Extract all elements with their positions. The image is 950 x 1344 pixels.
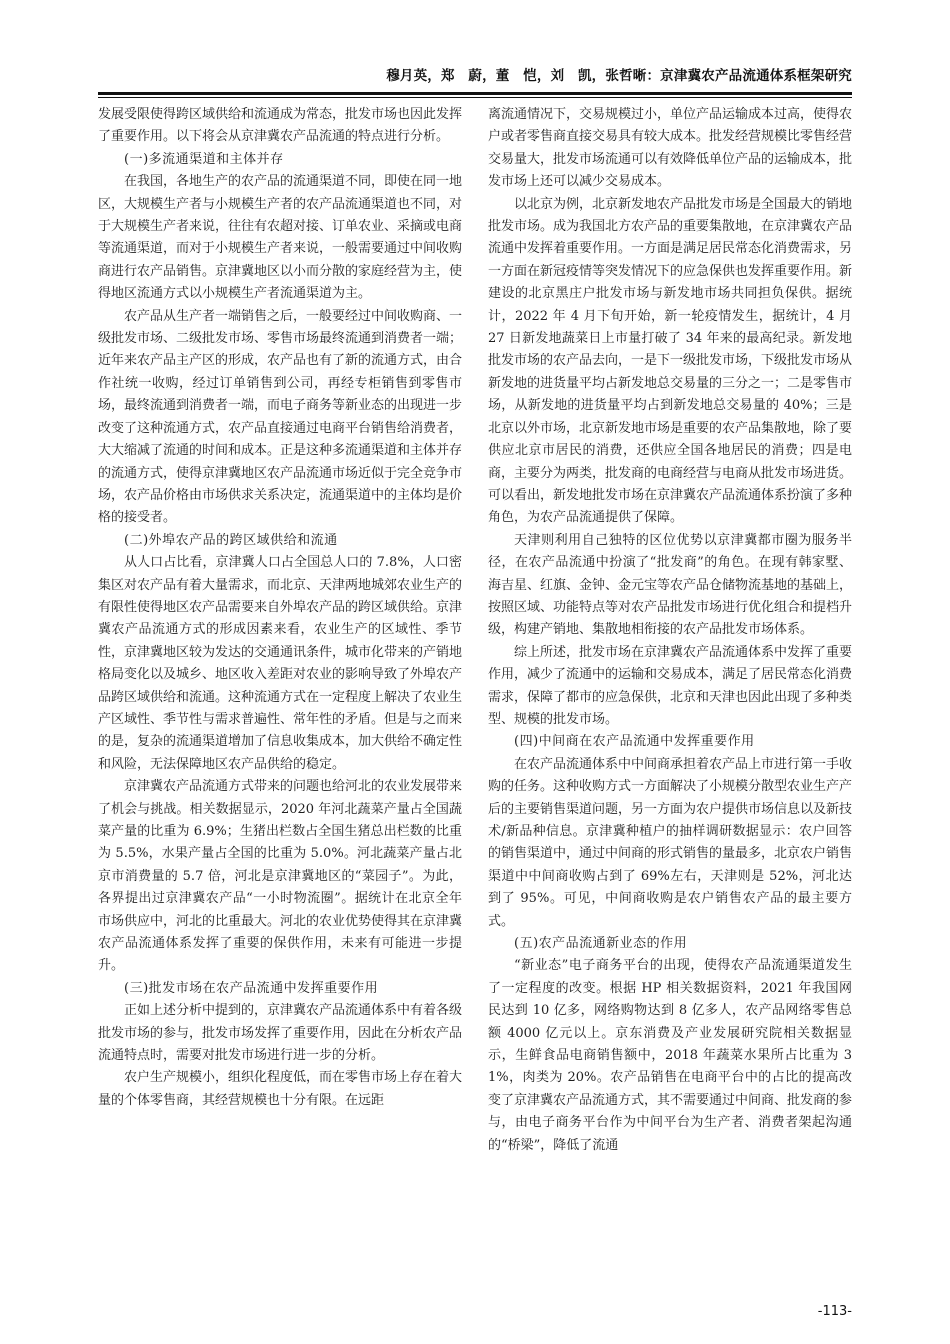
paragraph: 农产品从生产者一端销售之后，一般要经过中间收购商、一级批发市场、二级批发市场、零售市场最终流通到消费者一端；近年来农产品主产区的形成，农产品也有了新的流通方式，由合作社统一收购，经过订单销售到公司，再经专柜销售到零售市场，最终流通到消费者一端，而电子商务等新业态的出现进一步改变了这种流通方式，农产品直接通过电商平台销售给消费者，大大缩减了流通的时间和成本。正是这种多流通渠道和主体并存的流通方式，使得京津冀地区农产品流通市场近似于完全竞争市场，农产品价格由市场供求关系决定，流通渠道中的主体均是价格的接受者。 (98, 308, 463, 526)
section-heading: (二)外埠农产品的跨区域供给和流通 (124, 532, 338, 548)
section-heading: (四)中间商在农产品流通中发挥重要作用 (514, 734, 755, 750)
paragraph: 以北京为例，北京新发地农产品批发市场是全国最大的销地批发市场。成为我国北方农产品的重要集散地，在京津冀农产品流通中发挥着重要作用。一方面是满足居民常态化消费需求，另一方面在新冠疫情等突发情况下的应急保供也发挥重要作用。新建设的北京黑庄户批发市场与新发地市场共同担负保供。据统计，2022 年 4 月下旬开始，新一轮疫情发生，据统计，4 月 27 日新发地蔬菜日上市量打破了 34 年来的最高纪录。新发地批发市场的农产品去向，一是下一级批发市场，下级批发市场从新发地的进货量平均占新发地总交易量的三分之一；二是零售市场，从新发地的进货量平均占到新发地总交易量的 40%；三是北京以外市场，北京新发地市场是重要的农产品集散地，除了要供应北京市居民的消费，还供应全国各地居民的消费；四是电商，主要分为两类，批发商的电商经营与电商从批发市场进货。可以看出，新发地批发市场在京津冀农产品流通体系扮演了多种角色，为农产品流通提供了保障。 (488, 196, 853, 526)
paragraph: 天津则利用自己独特的区位优势以京津冀都市圈为服务半径，在农产品流通中扮演了“批发商”的角色。在现有韩家墅、海吉星、红旗、金钟、金元宝等农产品仓储物流基地的基础上，按照区域、功能特点等对农产品批发市场进行优化组合和提档升级，构建产销地、集散地相衔接的农产品批发市场体系。 (488, 532, 853, 638)
section-heading: (三)批发市场在农产品流通中发挥重要作用 (124, 980, 379, 996)
paragraph: 在我国，各地生产的农产品的流通渠道不同，即使在同一地区，大规模生产者与小规模生产者的农产品流通渠道也不同，对于大规模生产者来说，往往有农超对接、订单农业、采摘或电商等流通渠道，而对于小规模生产者来说，一般需要通过中间收购商进行农产品销售。京津冀地区以小而分散的家庭经营为主，使得地区流通方式以小规模生产者流通渠道为主。 (98, 174, 463, 302)
paragraph: 发展受限使得跨区域供给和流通成为常态，批发市场也因此发挥了重要作用。以下将会从京津冀农产品流通的特点进行分析。 (98, 107, 463, 145)
header-rule-thin (98, 97, 852, 98)
running-header: 穆月英，郑 蔚，董 恺，刘 凯，张哲晰：京津冀农产品流通体系框架研究 (386, 68, 852, 84)
paragraph: 综上所述，批发市场在京津冀农产品流通体系中发挥了重要作用，减少了流通中的运输和交易成本，满足了居民常态化消费需求，保障了都市的应急保供，北京和天津也因此出现了多种类型、规模的批发市场。 (488, 644, 853, 727)
left-column (98, 104, 462, 1112)
header-rule-thick (98, 92, 852, 95)
right-column (488, 104, 852, 1157)
paragraph: “新业态”电子商务平台的出现，使得农产品流通渠道发生了一定程度的改变。根据 HP 相关数据资料，2021 年我国网民达到 10 亿多，网络购物达到 8 亿多人，农产品网络零售总额 4000 亿元以上。京东消费及产业发展研究院相关数据显示，生鲜食品电商销售额中，2018 年蔬菜水果所占比重为 31%，肉类为 20%。农产品销售在电商平台中的占比的提高改变了京津冀农产品流通方式，其不需要通过中间商、批发商的参与，由电子商务平台作为中间平台为生产者、消费者架起沟通的“桥梁”，降低了流通 (488, 958, 853, 1153)
paragraph: 离流通情况下，交易规模过小，单位产品运输成本过高，使得农户或者零售商直接交易具有较大成本。批发经营规模比零售经营交易量大，批发市场流通可以有效降低单位产品的运输成本，批发市场上还可以减少交易成本。 (488, 107, 853, 190)
section-heading: (五)农产品流通新业态的作用 (514, 936, 688, 952)
page-number: -113- (817, 1304, 852, 1319)
paragraph: 正如上述分析中提到的，京津冀农产品流通体系中有着各级批发市场的参与，批发市场发挥了重要作用，因此在分析农产品流通特点时，需要对批发市场进行进一步的分析。 (98, 1003, 463, 1064)
paragraph: 从人口占比看，京津冀人口占全国总人口的 7.8%，人口密集区对农产品有着大量需求，而北京、天津两地城郊农业生产的有限性使得地区农产品需要来自外埠农产品的跨区域供给。京津冀农产品流通方式的形成因素来看，农业生产的区域性、季节性，京津冀地区较为发达的交通通讯条件，城市化带来的产销地格局变化以及城乡、地区收入差距对农业的影响导致了外埠农产品跨区域供给和流通。这种流通方式在一定程度上解决了农业生产区域性、季节性与需求普遍性、常年性的矛盾。但是与之而来的是，复杂的流通渠道增加了信息收集成本，加大供给不确定性和风险，无法保障地区农产品供给的稳定。 (98, 555, 463, 772)
paragraph: 农户生产规模小，组织化程度低，而在零售市场上存在着大量的个体零售商，其经营规模也十分有限。在远距 (98, 1070, 463, 1108)
paragraph: 在农产品流通体系中中间商承担着农产品上市进行第一手收购的任务。这种收购方式一方面解决了小规模分散型农业生产产后的主要销售渠道问题，另一方面为农户提供市场信息以及新技术/新品种信息。京津冀种植户的抽样调研数据显示：农户回答的销售渠道中，通过中间商的形式销售的量最多，北京农户销售渠道中中间商收购占到了 69%左右，天津则是 52%，河北达到了 95%。可见，中间商收购是农户销售农产品的最主要方式。 (488, 756, 853, 929)
paragraph: 京津冀农产品流通方式带来的问题也给河北的农业发展带来了机会与挑战。相关数据显示，2020 年河北蔬菜产量占全国蔬菜产量的比重为 6.9%；生猪出栏数占全国生猪总出栏数的比重为 5.5%，水果产量占全国的比重为 5.0%。河北蔬菜产量占北京市消费量的 5.7 倍，河北是京津冀地区的“菜园子”。为此，各界提出过京津冀农产品“一小时物流圈”。据统计在北京全年市场供应中，河北的比重最大。河北的农业优势使得其在京津冀农产品流通体系发挥了重要的保供作用，未来有可能进一步提升。 (98, 779, 463, 974)
section-heading: (一)多流通渠道和主体并存 (124, 151, 284, 167)
